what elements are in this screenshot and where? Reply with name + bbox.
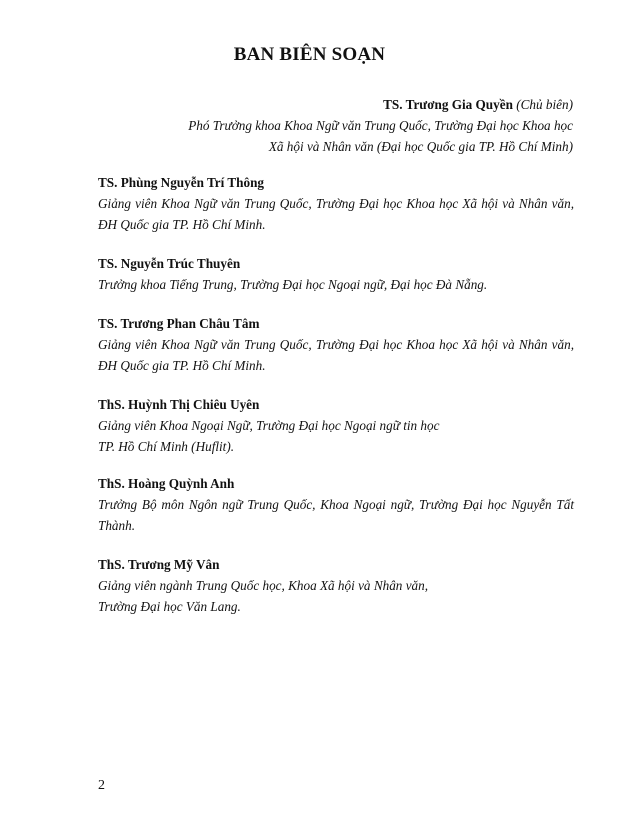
chief-editor bbox=[188, 94, 573, 157]
member-entry bbox=[98, 473, 574, 536]
member-desc: Giảng viên Khoa Ngữ văn Trung Quốc, Trường Đại học Khoa học Xã hội và Nhân văn, ĐH Quốc gia TP. Hồ Chí Minh. bbox=[98, 337, 574, 373]
chief-editor-name: TS. Trương Gia Quyền bbox=[383, 97, 513, 112]
chief-editor-role: (Chủ biên) bbox=[516, 97, 573, 112]
chief-editor-desc-line1: Phó Trưởng khoa Khoa Ngữ văn Trung Quốc, Trường Đại học Khoa học bbox=[188, 118, 573, 133]
member-desc: Trưởng Bộ môn Ngôn ngữ Trung Quốc, Khoa Ngoại ngữ, Trường Đại học Nguyễn Tất Thành. bbox=[98, 497, 574, 533]
page-title: BAN BIÊN SOẠN bbox=[233, 44, 386, 65]
member-name: ThS. Hoàng Quỳnh Anh bbox=[98, 476, 235, 491]
member-desc: Giảng viên Khoa Ngữ văn Trung Quốc, Trường Đại học Khoa học Xã hội và Nhân văn, ĐH Quốc gia TP. Hồ Chí Minh. bbox=[98, 196, 574, 232]
page-number: 2 bbox=[98, 778, 105, 793]
member-name: ThS. Trương Mỹ Vân bbox=[98, 557, 220, 572]
member-desc-line2: Trường Đại học Văn Lang. bbox=[98, 599, 241, 614]
member-desc: Trưởng khoa Tiếng Trung, Trường Đại học Ngoại ngữ, Đại học Đà Nẵng. bbox=[98, 277, 488, 292]
member-entry bbox=[98, 253, 574, 295]
member-desc-line2: TP. Hồ Chí Minh (Huflit). bbox=[98, 439, 235, 454]
member-entry bbox=[98, 172, 574, 235]
member-desc-line1: Giảng viên Khoa Ngoại Ngữ, Trường Đại học Ngoại ngữ tin học bbox=[98, 418, 440, 433]
chief-editor-desc-line2: Xã hội và Nhân văn (Đại học Quốc gia TP. Hồ Chí Minh) bbox=[268, 139, 573, 154]
member-entry bbox=[98, 554, 574, 617]
member-name: ThS. Huỳnh Thị Chiêu Uyên bbox=[98, 397, 260, 412]
member-name: TS. Trương Phan Châu Tâm bbox=[98, 316, 260, 331]
member-entry bbox=[98, 394, 574, 457]
member-desc-line1: Giảng viên ngành Trung Quốc học, Khoa Xã hội và Nhân văn, bbox=[98, 578, 429, 593]
member-entry bbox=[98, 313, 574, 376]
member-name: TS. Nguyễn Trúc Thuyên bbox=[98, 256, 241, 271]
member-name: TS. Phùng Nguyễn Trí Thông bbox=[98, 175, 265, 190]
